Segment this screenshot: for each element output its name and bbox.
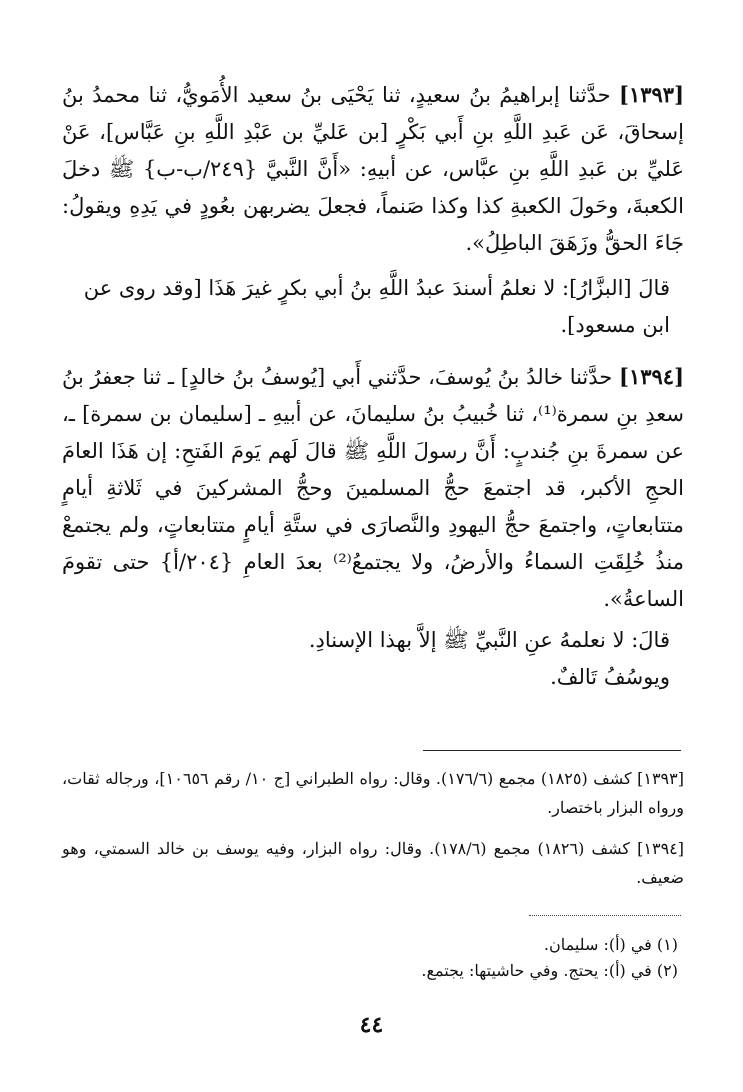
source-note: [١٣٩٤] كشف (١٨٢٦) مجمع (١٧٨/٦). وقال: رواه البزار، وفيه يوسف بن خالد السمتي، وهو ضعيف. (62, 839, 685, 887)
hadith-1394 (62, 358, 684, 618)
footnotes-divider (529, 915, 681, 916)
hadith-1393 (62, 76, 684, 262)
notes-divider (423, 750, 681, 751)
footnote: (٢) في (أ): يحتج. وفي حاشيتها: يجتمع. (421, 961, 678, 980)
hadith-text: حدَّثنا خالدُ بنُ يُوسفَ، حدَّثني أَبي [يُوسفُ بنُ خالدٍ] ـ ثنا جعفرُ بنُ سعدِ بنِ سمرة⁽¹⁾، ثنا خُبيبُ بنُ سليمانَ، عن أبيهِ ـ [سليمان بن سمرة] ـ، عن سمرةَ بنِ جُندبٍ: أَنَّ رسولَ اللَّهِ ﷺ قالَ لَهم يَومَ الفَتحِ: إن هَذَا العامَ الحجِ الأكبر، قد اجتمعَ حجُّ المسلمينَ وحجُّ المشركينَ في ثَلاثةِ أيامٍ متتابعاتٍ، واجتمعَ حجُّ اليهودِ والنَّصارَى في ستَّةِ أيامٍ متتابعاتٍ، ولم يجتمعْ منذُ خُلِقَتِ السماءُ والأرضُ، ولا يجتمعُ⁽²⁾ بعدَ العامِ {٢٠٤/أ} حتى تقومَ الساعةُ». (62, 365, 684, 611)
source-note: [١٣٩٣] كشف (١٨٢٥) مجمع (١٧٦/٦). وقال: رواه الطبراني [ج ١٠/ رقم ١٠٦٥٦]، ورجاله ثقات، ورواه البزار باختصار. (62, 769, 684, 817)
footnotes (62, 932, 684, 984)
source-notes (62, 764, 684, 904)
narrator-note: ويوسُفُ تَالفٌ. (550, 665, 670, 689)
hadith-text: حدَّثنا إبراهيمُ بنُ سعيدٍ، ثنا يَحْيَى بنُ سعيد الأُمَويُّ، ثنا محمدُ بنُ إسحاقَ، عَن عَبدِ اللَّهِ بنِ أَبي بَكْرٍ [بن عَليِّ بن عَبْدِ اللَّهِ بنِ عَبَّاس]، عَنْ عَليِّ بن عَبدِ اللَّهِ بنِ عبَّاس، عن أبيهِ: «أَنَّ النَّبيَّ {٢٤٩/ب-ب} ﷺ دخلَ الكعبةَ، وحَولَ الكعبةِ كذا وكذا صَنماً، فجعلَ يضربهن بعُودٍ في يَدِهِ ويقولُ: جَاءَ الحقُّ وزَهَقَ الباطِلُ». (62, 83, 685, 255)
commentary-1393: قالَ [البزَّارُ]: لا نعلمُ أسندَ عبدُ اللَّهِ بنُ أبي بكرٍ غيرَ هَذَا [وقد روى عن ابن مسعود]. (83, 276, 670, 337)
commentary-1394: قالَ: لا نعلمهُ عنِ النَّبيِّ ﷺ إلاَّ بهذا الإسنادِ. (308, 628, 670, 652)
hadith-number: [١٣٩٤] (619, 364, 684, 389)
main-text (62, 76, 684, 696)
footnote: (١) في (أ): سليمان. (543, 935, 678, 954)
hadith-number: [١٣٩٣] (619, 82, 684, 107)
page-number: ٤٤ (359, 1012, 384, 1038)
